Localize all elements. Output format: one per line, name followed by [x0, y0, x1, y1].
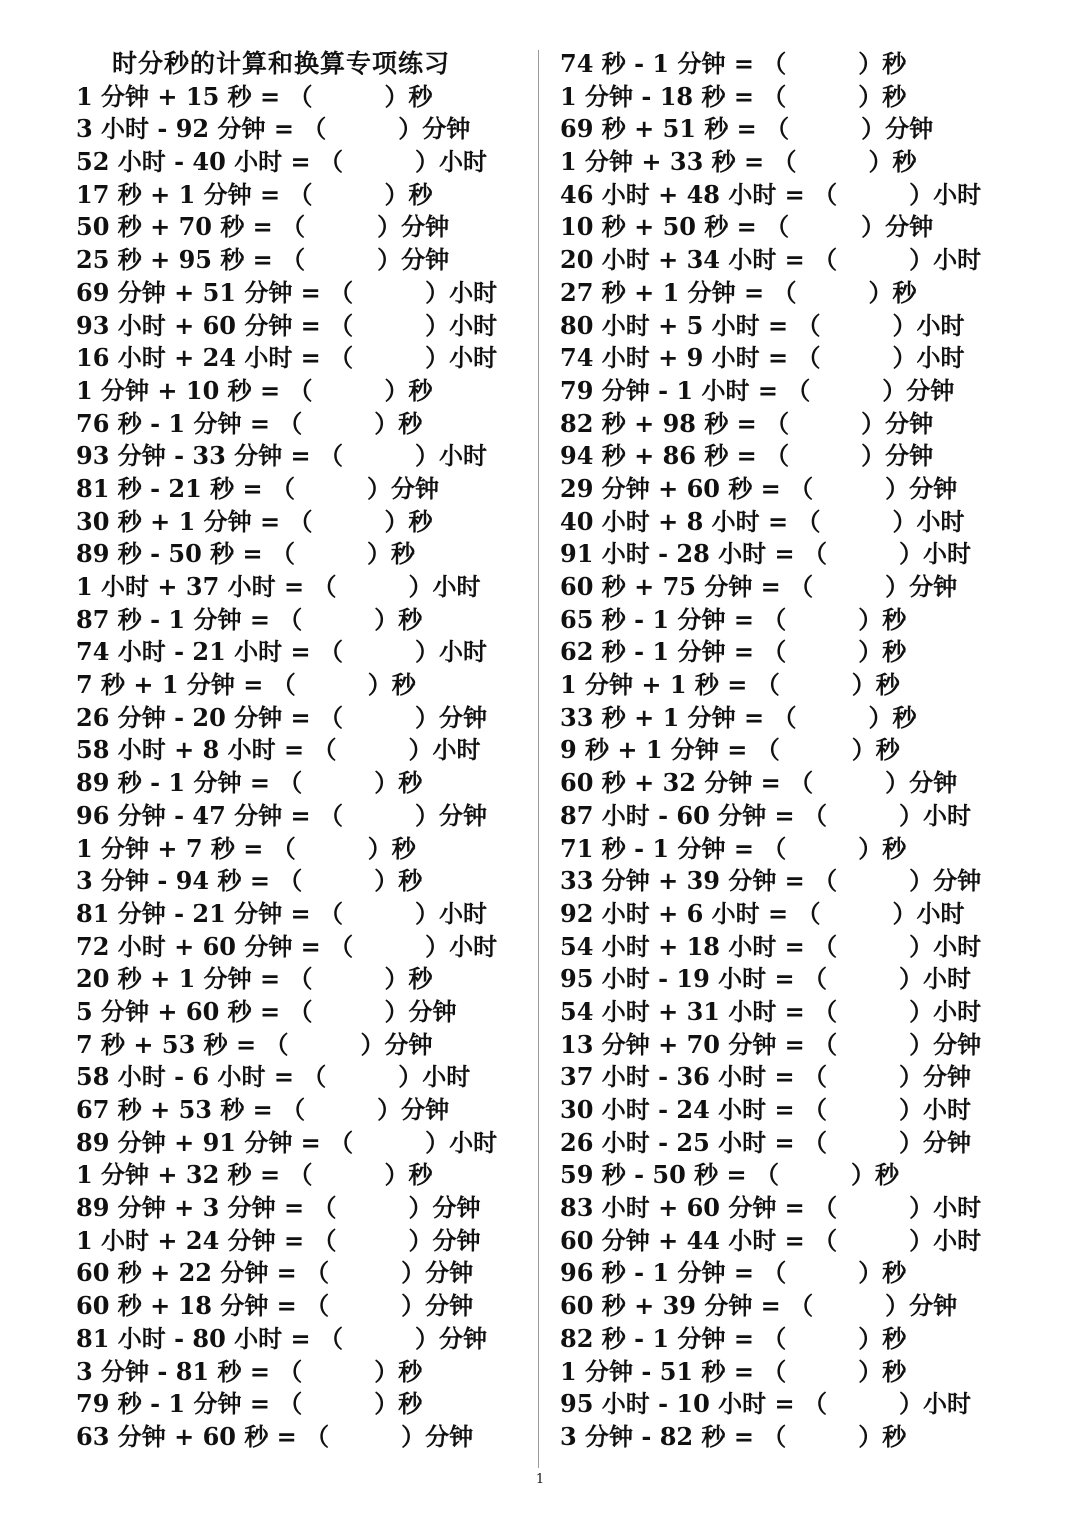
exercise-item: 16 小时 + 24 小时 = （ ）小时: [76, 343, 498, 373]
exercise-item: 46 小时 + 48 小时 = （ ）小时: [560, 179, 982, 209]
page-number: 1: [535, 1472, 545, 1487]
exercise-item: 94 秒 + 86 秒 = （ ）分钟: [560, 441, 934, 471]
exercise-item: 96 分钟 - 47 分钟 = （ ）分钟: [76, 800, 487, 830]
exercise-item: 96 秒 - 1 分钟 = （ ）秒: [560, 1258, 907, 1288]
exercise-item: 89 分钟 + 3 分钟 = （ ）分钟: [76, 1193, 481, 1223]
exercise-item: 83 小时 + 60 分钟 = （ ）小时: [560, 1193, 982, 1223]
exercise-item: 92 小时 + 6 小时 = （ ）小时: [560, 898, 965, 928]
exercise-item: 74 秒 - 1 分钟 = （ ）秒: [560, 49, 907, 78]
exercise-item: 74 小时 - 21 小时 = （ ）小时: [76, 637, 487, 667]
exercise-item: 80 小时 + 5 小时 = （ ）小时: [560, 310, 965, 340]
exercise-item: 3 小时 - 92 分钟 = （ ）分钟: [76, 114, 471, 144]
exercise-item: 37 小时 - 36 小时 = （ ）分钟: [560, 1062, 971, 1092]
exercise-item: 20 秒 + 1 分钟 = （ ）秒: [76, 964, 433, 994]
left-column: [76, 48, 536, 1454]
exercise-item: 29 分钟 + 60 秒 = （ ）分钟: [560, 473, 958, 503]
exercise-item: 81 分钟 - 21 分钟 = （ ）小时: [76, 898, 487, 928]
exercise-item: 95 小时 - 10 小时 = （ ）小时: [560, 1389, 971, 1419]
exercise-item: 81 秒 - 21 秒 = （ ）分钟: [76, 473, 439, 503]
exercise-item: 17 秒 + 1 分钟 = （ ）秒: [76, 179, 433, 209]
exercise-item: 67 秒 + 53 秒 = （ ）分钟: [76, 1095, 450, 1124]
exercise-item: 1 分钟 + 33 秒 = （ ）秒: [560, 147, 917, 177]
exercise-item: 89 秒 - 50 秒 = （ ）秒: [76, 539, 415, 569]
exercise-item: 79 分钟 - 1 小时 = （ ）分钟: [560, 375, 955, 405]
exercise-item: 25 秒 + 95 秒 = （ ）分钟: [76, 245, 450, 275]
exercise-item: 30 小时 - 24 小时 = （ ）小时: [560, 1095, 971, 1124]
exercise-item: 1 小时 + 37 小时 = （ ）小时: [76, 572, 481, 601]
exercise-item: 93 分钟 - 33 分钟 = （ ）小时: [76, 441, 487, 471]
exercise-item: 1 分钟 - 18 秒 = （ ）秒: [560, 81, 907, 111]
exercise-item: 58 小时 - 6 小时 = （ ）小时: [76, 1062, 471, 1092]
exercise-item: 1 分钟 + 32 秒 = （ ）秒: [76, 1160, 433, 1190]
exercise-item: 60 秒 + 75 分钟 = （ ）分钟: [560, 572, 958, 601]
exercise-item: 82 秒 + 98 秒 = （ ）分钟: [560, 408, 934, 438]
exercise-item: 91 小时 - 28 小时 = （ ）小时: [560, 539, 971, 569]
exercise-item: 93 小时 + 60 分钟 = （ ）小时: [76, 310, 498, 340]
exercise-item: 3 分钟 - 81 秒 = （ ）秒: [76, 1356, 423, 1386]
right-column: [560, 48, 1020, 1454]
exercise-item: 87 小时 - 60 分钟 = （ ）小时: [560, 800, 971, 830]
exercise-item: 69 秒 + 51 秒 = （ ）分钟: [560, 114, 934, 144]
exercise-item: 87 秒 - 1 分钟 = （ ）秒: [76, 604, 423, 634]
exercise-item: 50 秒 + 70 秒 = （ ）分钟: [76, 212, 450, 242]
exercise-item: 52 小时 - 40 小时 = （ ）小时: [76, 147, 487, 177]
exercise-item: 89 分钟 + 91 分钟 = （ ）小时: [76, 1127, 498, 1157]
exercise-item: 74 小时 + 9 小时 = （ ）小时: [560, 343, 965, 373]
exercise-item: 7 秒 + 1 分钟 = （ ）秒: [76, 670, 416, 700]
exercise-item: 26 小时 - 25 小时 = （ ）分钟: [560, 1127, 971, 1157]
exercise-item: 65 秒 - 1 分钟 = （ ）秒: [560, 604, 907, 634]
exercise-item: 13 分钟 + 70 分钟 = （ ）分钟: [560, 1029, 982, 1059]
exercise-item: 60 分钟 + 44 小时 = （ ）小时: [560, 1225, 982, 1255]
exercise-item: 1 小时 + 24 分钟 = （ ）分钟: [76, 1225, 481, 1255]
exercise-item: 60 秒 + 22 分钟 = （ ）分钟: [76, 1258, 474, 1288]
exercise-item: 89 秒 - 1 分钟 = （ ）秒: [76, 768, 423, 798]
exercise-item: 76 秒 - 1 分钟 = （ ）秒: [76, 408, 423, 438]
exercise-item: 3 分钟 - 82 秒 = （ ）秒: [560, 1421, 907, 1451]
exercise-item: 81 小时 - 80 小时 = （ ）分钟: [76, 1323, 487, 1353]
exercise-item: 54 小时 + 31 小时 = （ ）小时: [560, 996, 982, 1026]
exercise-item: 26 分钟 - 20 分钟 = （ ）分钟: [76, 702, 487, 732]
exercise-item: 63 分钟 + 60 秒 = （ ）分钟: [76, 1421, 474, 1451]
exercise-item: 60 秒 + 32 分钟 = （ ）分钟: [560, 768, 958, 798]
exercise-item: 3 分钟 - 94 秒 = （ ）秒: [76, 866, 423, 896]
exercise-item: 40 小时 + 8 小时 = （ ）小时: [560, 506, 965, 536]
exercise-item: 79 秒 - 1 分钟 = （ ）秒: [76, 1389, 423, 1419]
exercise-item: 82 秒 - 1 分钟 = （ ）秒: [560, 1323, 907, 1353]
exercise-item: 33 分钟 + 39 分钟 = （ ）分钟: [560, 866, 982, 896]
exercise-item: 20 小时 + 34 小时 = （ ）小时: [560, 245, 982, 275]
exercise-item: 10 秒 + 50 秒 = （ ）分钟: [560, 212, 934, 242]
exercise-item: 95 小时 - 19 小时 = （ ）小时: [560, 964, 971, 994]
exercise-item: 27 秒 + 1 分钟 = （ ）秒: [560, 277, 917, 307]
exercise-item: 69 分钟 + 51 分钟 = （ ）小时: [76, 277, 498, 307]
exercise-item: 59 秒 - 50 秒 = （ ）秒: [560, 1160, 899, 1190]
page-title: 时分秒的计算和换算专项练习: [112, 49, 451, 78]
exercise-item: 7 秒 + 53 秒 = （ ）分钟: [76, 1029, 433, 1059]
exercise-item: 60 秒 + 18 分钟 = （ ）分钟: [76, 1291, 474, 1321]
exercise-item: 71 秒 - 1 分钟 = （ ）秒: [560, 833, 907, 863]
exercise-item: 9 秒 + 1 分钟 = （ ）秒: [560, 735, 900, 765]
exercise-item: 1 分钟 + 1 秒 = （ ）秒: [560, 670, 900, 700]
exercise-item: 1 分钟 + 7 秒 = （ ）秒: [76, 833, 416, 863]
exercise-item: 1 分钟 - 51 秒 = （ ）秒: [560, 1356, 907, 1386]
exercise-item: 30 秒 + 1 分钟 = （ ）秒: [76, 506, 433, 536]
exercise-item: 72 小时 + 60 分钟 = （ ）小时: [76, 931, 498, 961]
exercise-item: 33 秒 + 1 分钟 = （ ）秒: [560, 702, 917, 732]
exercise-item: 62 秒 - 1 分钟 = （ ）秒: [560, 637, 907, 667]
exercise-item: 1 分钟 + 15 秒 = （ ）秒: [76, 81, 433, 111]
exercise-item: 58 小时 + 8 小时 = （ ）小时: [76, 735, 481, 765]
exercise-item: 54 小时 + 18 小时 = （ ）小时: [560, 931, 982, 961]
exercise-item: 60 秒 + 39 分钟 = （ ）分钟: [560, 1291, 958, 1321]
column-divider: [538, 50, 539, 1468]
exercise-item: 5 分钟 + 60 秒 = （ ）分钟: [76, 996, 457, 1026]
exercise-item: 1 分钟 + 10 秒 = （ ）秒: [76, 375, 433, 405]
